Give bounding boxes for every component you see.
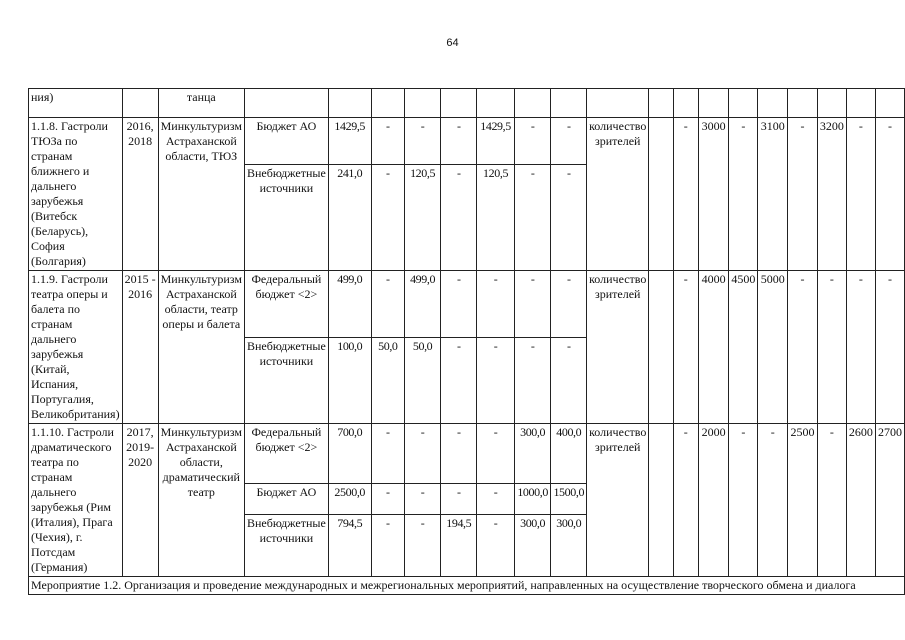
amount-cell: - <box>551 271 587 338</box>
funding-source: Федеральный бюджет <2> <box>244 271 328 338</box>
amount-cell: - <box>405 514 441 576</box>
table-row <box>29 118 905 165</box>
indicator-value: - <box>788 271 818 424</box>
page-number: 64 <box>446 37 459 49</box>
indicator-value: 4000 <box>698 271 729 424</box>
indicator-value: - <box>817 424 846 577</box>
amount-cell: - <box>371 484 404 514</box>
amount-cell: - <box>441 484 477 514</box>
amount-cell: - <box>405 424 441 484</box>
indicator-value <box>649 118 673 271</box>
amount-cell: 700,0 <box>328 424 371 484</box>
amount-cell: - <box>477 484 514 514</box>
amount-cell: - <box>514 118 551 165</box>
event-name: 1.1.9. Гастроли театра оперы и балета по странам дальнего зарубежья (Китай, Испания, Португалия, Великобритания) <box>29 271 123 424</box>
header-cell-exec: танца <box>158 89 244 118</box>
table-row <box>29 424 905 484</box>
indicator-value: 2700 <box>875 424 904 577</box>
indicator-value: - <box>673 271 698 424</box>
amount-cell: - <box>441 118 477 165</box>
indicator-value: - <box>758 424 788 577</box>
funding-source: Бюджет АО <box>244 118 328 165</box>
amount-cell: 120,5 <box>477 165 514 271</box>
event-executor: Минкультуризм Астраханской области, драматический театр <box>158 424 244 577</box>
amount-cell: 300,0 <box>551 514 587 576</box>
amount-cell: - <box>477 271 514 338</box>
event-years: 2016, 2018 <box>122 118 158 271</box>
indicator-value: 4500 <box>729 271 758 424</box>
amount-cell: - <box>405 484 441 514</box>
amount-cell: 50,0 <box>371 337 404 423</box>
amount-cell: 300,0 <box>514 514 551 576</box>
indicator-value: 2500 <box>788 424 818 577</box>
indicator-value <box>649 271 673 424</box>
table-row <box>29 271 905 338</box>
amount-cell: 100,0 <box>328 337 371 423</box>
event-years: 2017, 2019-2020 <box>122 424 158 577</box>
amount-cell: 50,0 <box>405 337 441 423</box>
amount-cell: - <box>371 165 404 271</box>
program-table <box>28 88 905 595</box>
amount-cell: - <box>477 424 514 484</box>
amount-cell: - <box>405 118 441 165</box>
amount-cell: 400,0 <box>551 424 587 484</box>
header-cell <box>122 89 158 118</box>
amount-cell: - <box>551 165 587 271</box>
amount-cell: - <box>371 118 404 165</box>
indicator-value: - <box>673 118 698 271</box>
funding-source: Внебюджетные источники <box>244 337 328 423</box>
amount-cell: 2500,0 <box>328 484 371 514</box>
amount-cell: - <box>551 337 587 423</box>
indicator-name: количество зрителей <box>587 271 649 424</box>
amount-cell: - <box>441 424 477 484</box>
indicator-value <box>649 424 673 577</box>
event-name: 1.1.8. Гастроли ТЮЗа по странам ближнего и дальнего зарубежья (Витебск (Беларусь), София (Болгария) <box>29 118 123 271</box>
amount-cell: - <box>371 424 404 484</box>
indicator-value: 2000 <box>698 424 729 577</box>
indicator-value: - <box>875 271 904 424</box>
amount-cell: 300,0 <box>514 424 551 484</box>
indicator-value: 3100 <box>758 118 788 271</box>
amount-cell: - <box>477 514 514 576</box>
indicator-value: - <box>788 118 818 271</box>
amount-cell: - <box>441 165 477 271</box>
funding-source: Внебюджетные источники <box>244 165 328 271</box>
amount-cell: - <box>514 165 551 271</box>
amount-cell: - <box>441 337 477 423</box>
funding-source: Бюджет АО <box>244 484 328 514</box>
indicator-value: 3200 <box>817 118 846 271</box>
indicator-value: 3000 <box>698 118 729 271</box>
amount-cell: 1429,5 <box>477 118 514 165</box>
table-header-row <box>29 89 905 118</box>
amount-cell: - <box>477 337 514 423</box>
amount-cell: 1500,0 <box>551 484 587 514</box>
event-executor: Минкультуризм Астраханской области, ТЮЗ <box>158 118 244 271</box>
amount-cell: - <box>514 271 551 338</box>
event-name: 1.1.10. Гастроли драматического театра по странам дальнего зарубежья (Рим (Италия), Прага (Чехия), г. Потсдам (Германия) <box>29 424 123 577</box>
funding-source: Федеральный бюджет <2> <box>244 424 328 484</box>
event-executor: Минкультуризм Астраханской области, театр оперы и балета <box>158 271 244 424</box>
amount-cell: - <box>514 337 551 423</box>
amount-cell: 499,0 <box>328 271 371 338</box>
amount-cell: - <box>551 118 587 165</box>
indicator-value: - <box>817 271 846 424</box>
indicator-value: 2600 <box>846 424 875 577</box>
amount-cell: 120,5 <box>405 165 441 271</box>
section-heading-row <box>29 577 905 595</box>
amount-cell: 794,5 <box>328 514 371 576</box>
amount-cell: 241,0 <box>328 165 371 271</box>
indicator-value: - <box>875 118 904 271</box>
amount-cell: - <box>371 271 404 338</box>
indicator-value: - <box>729 424 758 577</box>
indicator-name: количество зрителей <box>587 118 649 271</box>
indicator-value: - <box>673 424 698 577</box>
indicator-name: количество зрителей <box>587 424 649 577</box>
amount-cell: 499,0 <box>405 271 441 338</box>
amount-cell: 1429,5 <box>328 118 371 165</box>
amount-cell: - <box>371 514 404 576</box>
amount-cell: - <box>441 271 477 338</box>
indicator-value: - <box>729 118 758 271</box>
indicator-value: - <box>846 118 875 271</box>
indicator-value: 5000 <box>758 271 788 424</box>
event-years: 2015 - 2016 <box>122 271 158 424</box>
section-heading: Мероприятие 1.2. Организация и проведение международных и межрегиональных мероприятий, направленных на осуществление творческого обмена и диалога <box>29 577 905 595</box>
funding-source: Внебюджетные источники <box>244 514 328 576</box>
header-cell-name: ния) <box>29 89 123 118</box>
amount-cell: 1000,0 <box>514 484 551 514</box>
amount-cell: 194,5 <box>441 514 477 576</box>
indicator-value: - <box>846 271 875 424</box>
